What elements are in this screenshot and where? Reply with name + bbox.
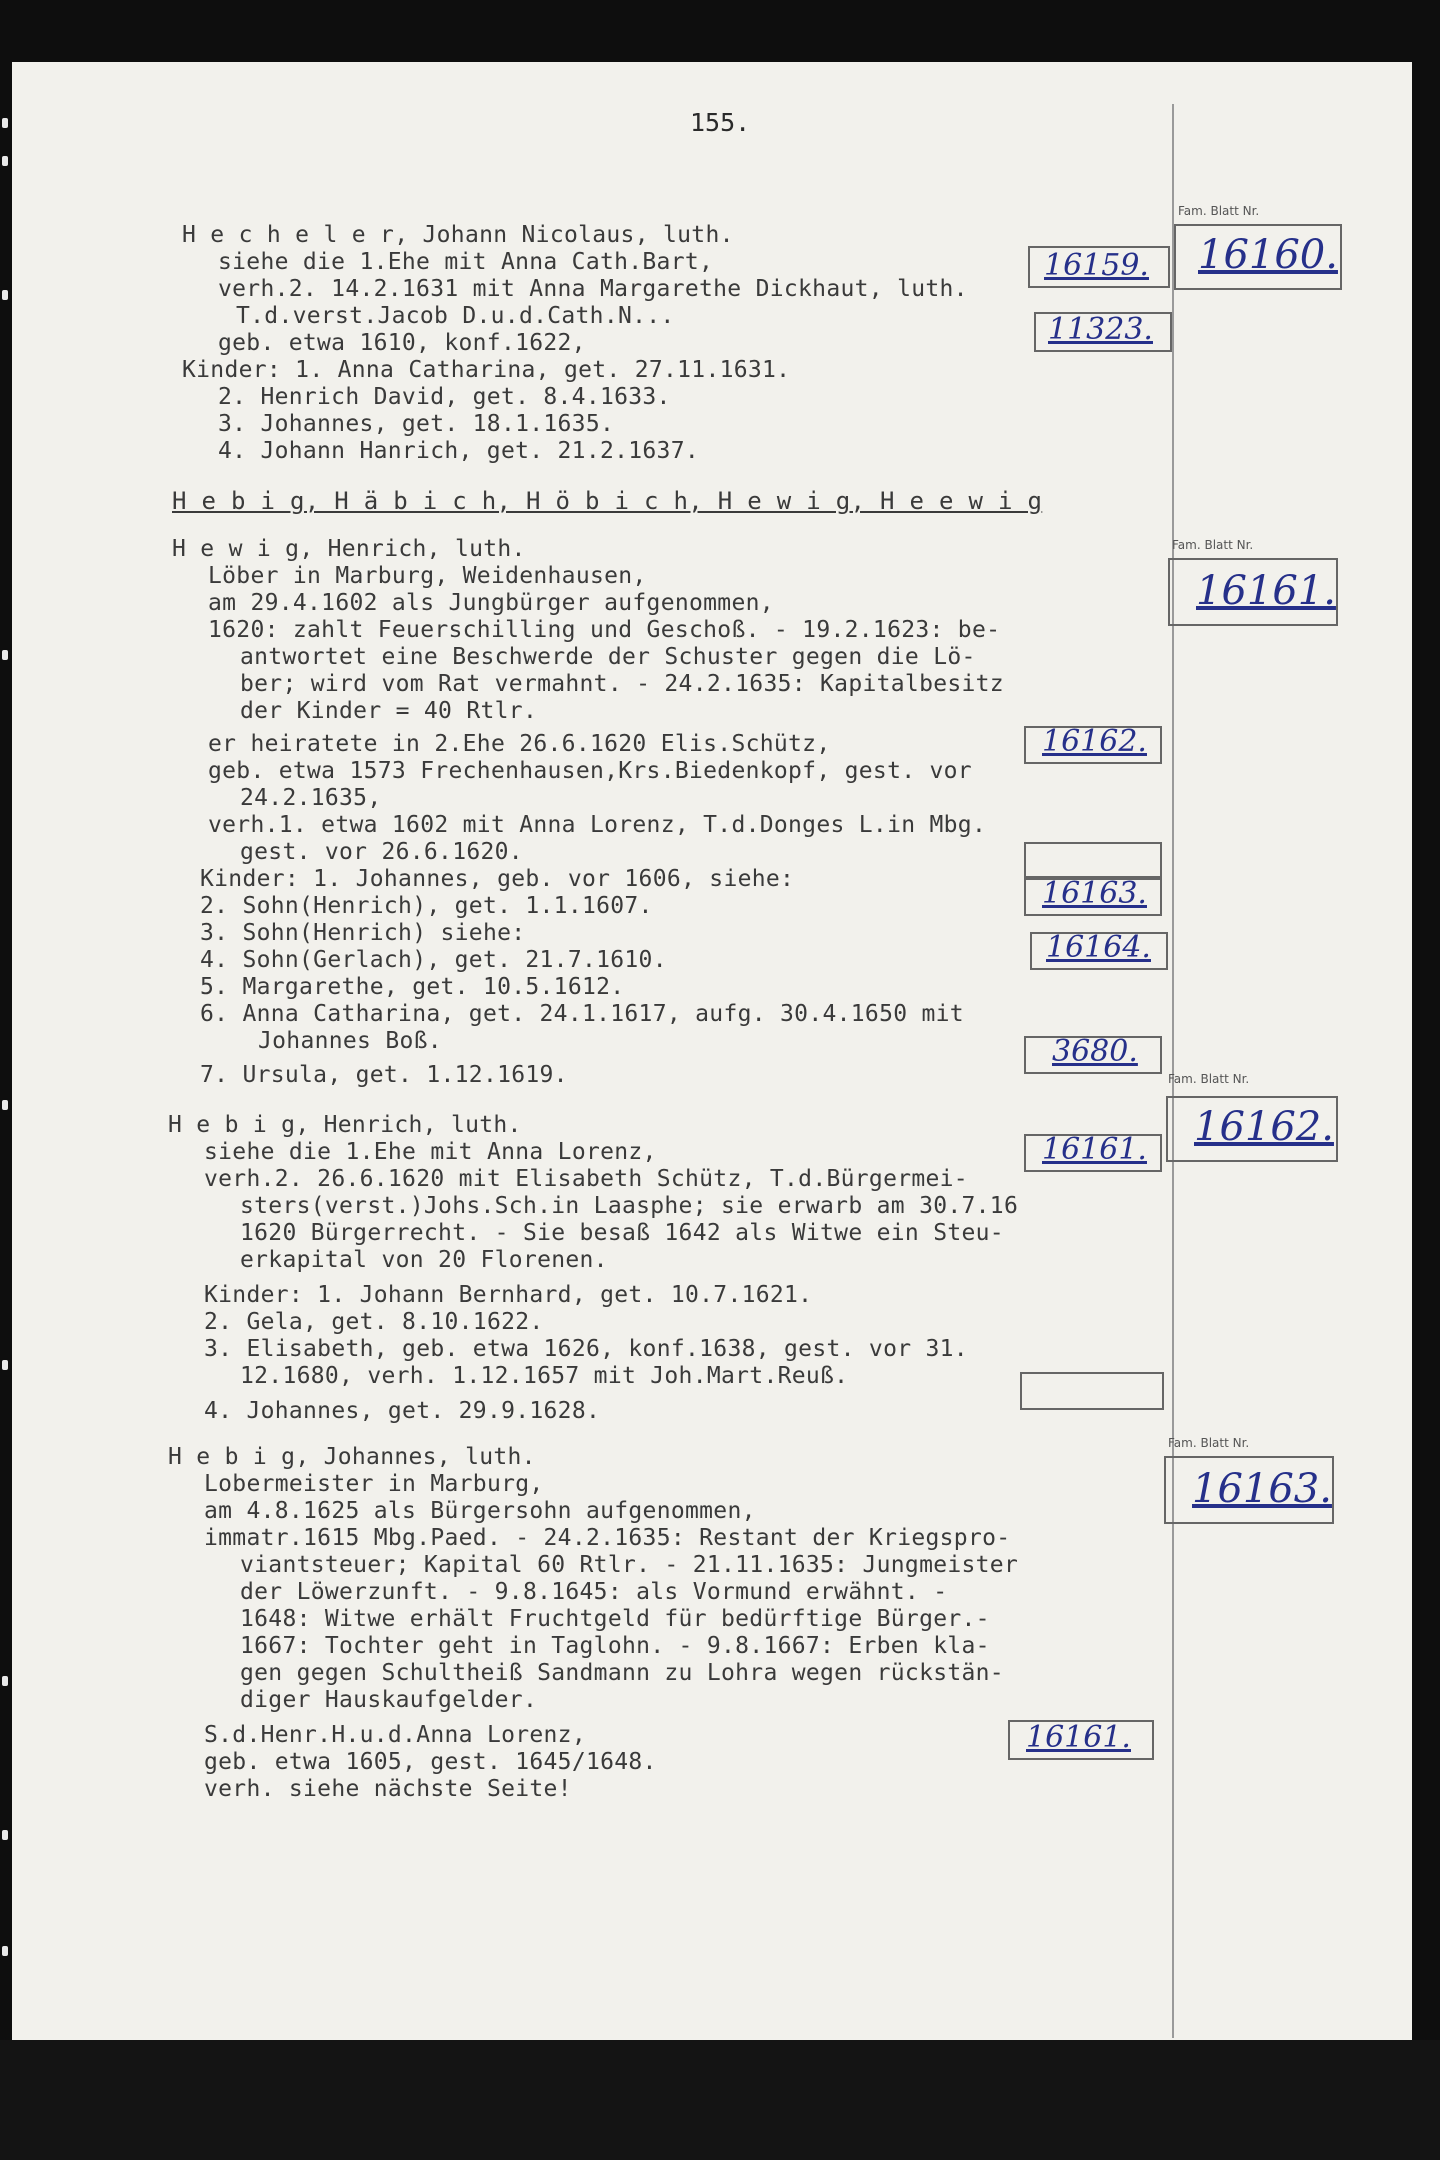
- entry-line: verh. siehe nächste Seite!: [204, 1776, 572, 1802]
- entry-line: 2. Sohn(Henrich), get. 1.1.1607.: [200, 893, 653, 919]
- scan-edge-marker: [2, 118, 8, 128]
- entry-line: S.d.Henr.H.u.d.Anna Lorenz,: [204, 1722, 586, 1748]
- entry-line: Kinder: 1. Johann Bernhard, get. 10.7.1621.: [204, 1282, 813, 1308]
- scan-edge-marker: [2, 1946, 8, 1956]
- scan-edge-marker: [2, 650, 8, 660]
- entry-line: geb. etwa 1573 Frechenhausen,Krs.Biedenkopf, gest. vor: [208, 758, 972, 784]
- sheet-number: 16163.: [1042, 876, 1147, 911]
- sheet-number: 16161.: [1042, 1132, 1147, 1167]
- entry-line: ber; wird vom Rat vermahnt. - 24.2.1635: Kapitalbesitz: [240, 671, 1004, 697]
- entry-line: 1620: zahlt Feuerschilling und Geschoß. - 19.2.1623: be-: [208, 617, 1001, 643]
- family-sheet-number: 16161.: [1196, 568, 1336, 614]
- entry-line: 7. Ursula, get. 1.12.1619.: [200, 1062, 568, 1088]
- entry-line: 1648: Witwe erhält Fruchtgeld für bedürftige Bürger.-: [240, 1606, 990, 1632]
- scan-edge-marker: [2, 1676, 8, 1686]
- sheet-number-box-empty: [1020, 1372, 1164, 1410]
- family-sheet-number: 16162.: [1194, 1104, 1334, 1150]
- sheet-number: 16162.: [1042, 724, 1147, 759]
- entry-line: Johannes Boß.: [258, 1028, 442, 1054]
- scan-edge-marker: [2, 1100, 8, 1110]
- entry-line: gen gegen Schultheiß Sandmann zu Lohra wegen rückstän-: [240, 1660, 1004, 1686]
- entry-line: T.d.verst.Jacob D.u.d.Cath.N...: [236, 303, 675, 329]
- entry-heading: H e c h e l e r, Johann Nicolaus, luth.: [182, 222, 734, 248]
- entry-line: 3. Sohn(Henrich) siehe:: [200, 920, 526, 946]
- scan-edge-marker: [2, 290, 8, 300]
- page-number: 155.: [690, 108, 751, 137]
- entry-line: erkapital von 20 Florenen.: [240, 1247, 608, 1273]
- entry-line: immatr.1615 Mbg.Paed. - 24.2.1635: Restant der Kriegspro-: [204, 1525, 1011, 1551]
- entry-line: Lobermeister in Marburg,: [204, 1471, 544, 1497]
- scan-edge-marker: [2, 1830, 8, 1840]
- entry-line: 4. Johannes, get. 29.9.1628.: [204, 1398, 601, 1424]
- scanner-background: [0, 2040, 1440, 2160]
- sheet-number: 11323.: [1048, 312, 1153, 347]
- sheet-number: 3680.: [1052, 1034, 1138, 1069]
- entry-line: der Kinder = 40 Rtlr.: [240, 698, 538, 724]
- fam-blatt-label: Fam. Blatt Nr.: [1168, 1072, 1250, 1086]
- entry-line: 6. Anna Catharina, get. 24.1.1617, aufg. 30.4.1650 mit: [200, 1001, 964, 1027]
- entry-line: antwortet eine Beschwerde der Schuster gegen die Lö-: [240, 644, 976, 670]
- entry-line: der Löwerzunft. - 9.8.1645: als Vormund erwähnt. -: [240, 1579, 948, 1605]
- entry-line: am 29.4.1602 als Jungbürger aufgenommen,: [208, 590, 774, 616]
- entry-line: verh.2. 14.2.1631 mit Anna Margarethe Dickhaut, luth.: [218, 276, 968, 302]
- entry-line: 24.2.1635,: [240, 785, 382, 811]
- family-sheet-number: 16160.: [1198, 232, 1338, 278]
- sheet-number: 16161.: [1026, 1720, 1131, 1755]
- entry-line: 3. Johannes, get. 18.1.1635.: [218, 411, 615, 437]
- entry-line: viantsteuer; Kapital 60 Rtlr. - 21.11.1635: Jungmeister: [240, 1552, 1019, 1578]
- entry-line: verh.2. 26.6.1620 mit Elisabeth Schütz, T.d.Bürgermei-: [204, 1166, 968, 1192]
- entry-line: verh.1. etwa 1602 mit Anna Lorenz, T.d.Donges L.in Mbg.: [208, 812, 987, 838]
- entry-line: 3. Elisabeth, geb. etwa 1626, konf.1638, gest. vor 31.: [204, 1336, 968, 1362]
- entry-line: 2. Gela, get. 8.10.1622.: [204, 1309, 544, 1335]
- sheet-number-box-empty: [1024, 842, 1162, 878]
- entry-heading: H e b i g, Johannes, luth.: [168, 1444, 536, 1470]
- entry-line: geb. etwa 1605, gest. 1645/1648.: [204, 1749, 657, 1775]
- fam-blatt-label: Fam. Blatt Nr.: [1178, 204, 1260, 218]
- entry-line: siehe die 1.Ehe mit Anna Lorenz,: [204, 1139, 657, 1165]
- scan-edge-marker: [2, 1360, 8, 1370]
- entry-line: Kinder: 1. Anna Catharina, get. 27.11.1631.: [182, 357, 791, 383]
- entry-line: 1620 Bürgerrecht. - Sie besaß 1642 als Witwe ein Steu-: [240, 1220, 1004, 1246]
- entry-line: 4. Sohn(Gerlach), get. 21.7.1610.: [200, 947, 667, 973]
- entry-line: am 4.8.1625 als Bürgersohn aufgenommen,: [204, 1498, 756, 1524]
- fam-blatt-label: Fam. Blatt Nr.: [1172, 538, 1254, 552]
- entry-line: 2. Henrich David, get. 8.4.1633.: [218, 384, 671, 410]
- entry-line: 1667: Tochter geht in Taglohn. - 9.8.1667: Erben kla-: [240, 1633, 990, 1659]
- entry-line: gest. vor 26.6.1620.: [240, 839, 523, 865]
- entry-line: Löber in Marburg, Weidenhausen,: [208, 563, 647, 589]
- margin-rule: [1172, 104, 1174, 2038]
- sheet-number: 16159.: [1044, 248, 1149, 283]
- entry-line: 12.1680, verh. 1.12.1657 mit Joh.Mart.Reuß.: [240, 1363, 849, 1389]
- entry-line: diger Hauskaufgelder.: [240, 1687, 538, 1713]
- entry-line: er heiratete in 2.Ehe 26.6.1620 Elis.Schütz,: [208, 731, 831, 757]
- entry-line: 5. Margarethe, get. 10.5.1612.: [200, 974, 625, 1000]
- entry-line: Kinder: 1. Johannes, geb. vor 1606, siehe:: [200, 866, 795, 892]
- family-sheet-number: 16163.: [1192, 1466, 1332, 1512]
- section-header: H e b i g, H ä b i c h, H ö b i c h, H e w i g, H e e w i g: [172, 487, 1043, 515]
- scan-edge-marker: [2, 156, 8, 166]
- sheet-number: 16164.: [1046, 930, 1151, 965]
- entry-line: 4. Johann Hanrich, get. 21.2.1637.: [218, 438, 700, 464]
- entry-line: siehe die 1.Ehe mit Anna Cath.Bart,: [218, 249, 714, 275]
- entry-heading: H e b i g, Henrich, luth.: [168, 1112, 522, 1138]
- entry-line: geb. etwa 1610, konf.1622,: [218, 330, 586, 356]
- entry-heading: H e w i g, Henrich, luth.: [172, 536, 526, 562]
- fam-blatt-label: Fam. Blatt Nr.: [1168, 1436, 1250, 1450]
- entry-line: sters(verst.)Johs.Sch.in Laasphe; sie erwarb am 30.7.16: [240, 1193, 1019, 1219]
